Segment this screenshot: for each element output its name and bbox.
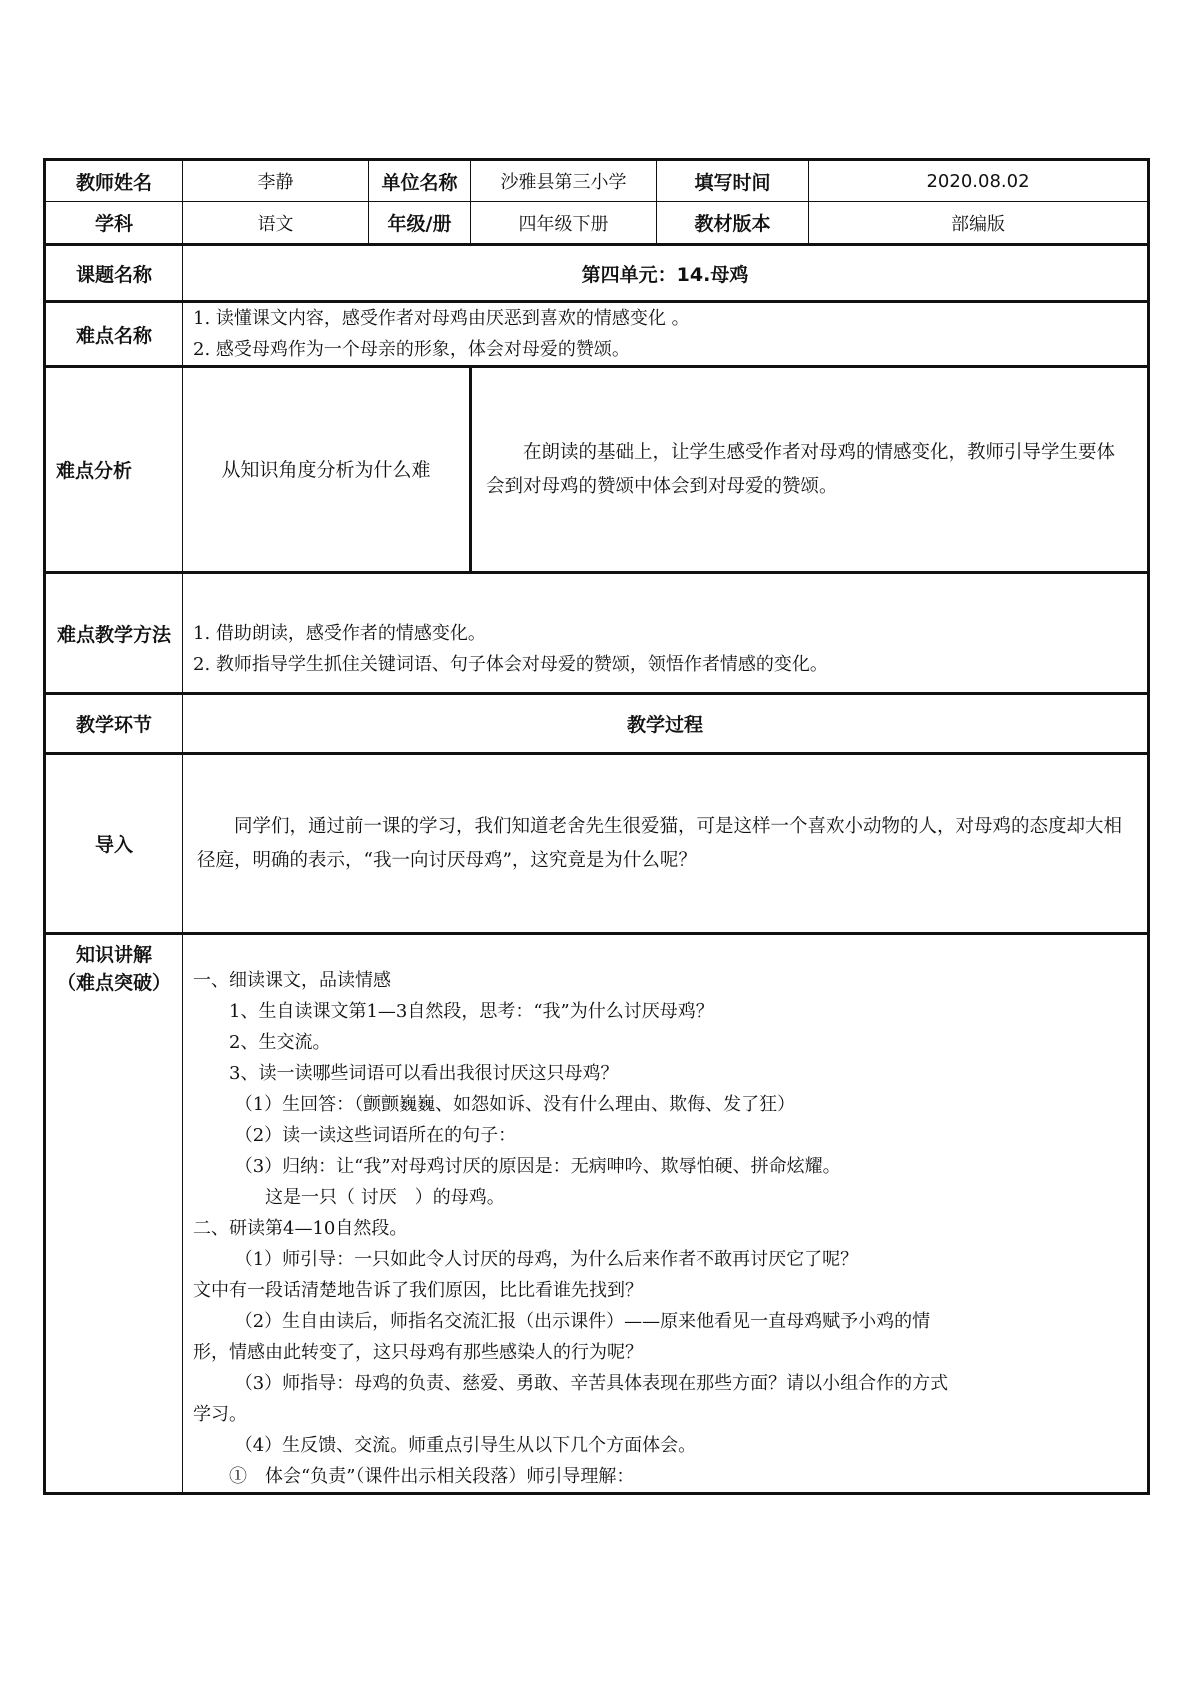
knowledge-label-line-1: 知识讲解 [75,944,152,966]
topic-row [45,245,1149,302]
intro-label: 导入 [45,754,183,934]
knowledge-label [45,934,183,1494]
knowledge-line: （2）读一读这些词语所在的句子： [193,1125,517,1146]
topic-value: 第四单元：14.母鸡 [183,245,1149,302]
header-row-1 [45,160,1149,202]
knowledge-line: 二、研读第4—10自然段。 [193,1218,408,1239]
difficulty-row [45,302,1149,367]
analysis-row [45,367,1149,573]
knowledge-line: 学习。 [193,1404,247,1425]
knowledge-line: 1、生自读课文第1—3自然段，思考：“我”为什么讨厌母鸡？ [193,1001,714,1022]
difficulty-item-1: 1. 读懂课文内容，感受作者对母鸡由厌恶到喜欢的情感变化 。 [193,308,690,329]
header-row-2 [45,202,1149,245]
method-item-2: 2. 教师指导学生抓住关键词语、句子体会对母爱的赞颂，领悟作者情感的变化。 [193,654,828,675]
process-stage-label: 教学环节 [45,694,183,754]
grade-value: 四年级下册 [471,202,657,245]
edition-label: 教材版本 [657,202,809,245]
method-label: 难点教学方法 [45,573,183,694]
teacher-name-label: 教师姓名 [45,160,183,202]
process-label: 教学过程 [183,694,1149,754]
intro-content [183,754,1149,934]
teacher-name-value: 李静 [183,160,369,202]
intro-text: 同学们，通过前一课的学习，我们知道老舍先生很爱猫，可是这样一个喜欢小动物的人，对母鸡的态度却大相径庭，明确的表示，“我一向讨厌母鸡”，这究竟是为什么呢？ [197,815,1123,871]
knowledge-line: （1）生回答：（颤颤巍巍、如怨如诉、没有什么理由、欺侮、发了狂） [193,1094,796,1115]
grade-label: 年级/册 [369,202,471,245]
intro-row [45,754,1149,934]
knowledge-line: （4）生反馈、交流。师重点引导生从以下几个方面体会。 [193,1435,697,1456]
knowledge-line: 这是一只（ 讨厌 ）的母鸡。 [193,1187,505,1208]
knowledge-row [45,934,1149,1494]
knowledge-line: （2）生自由读后，师指名交流汇报（出示课件）——原来他看见一直母鸡赋予小鸡的情 [193,1311,931,1332]
knowledge-line: （3）归纳：让“我”对母鸡讨厌的原因是：无病呻吟、欺辱怕硬、拼命炫耀。 [193,1156,841,1177]
knowledge-line: 一、细读课文，品读情感 [193,970,391,991]
topic-label: 课题名称 [45,245,183,302]
knowledge-line: 形，情感由此转变了，这只母鸡有那些感染人的行为呢？ [193,1342,643,1363]
process-header-row [45,694,1149,754]
difficulty-item-2: 2. 感受母鸡作为一个母亲的形象，体会对母爱的赞颂。 [193,339,630,360]
unit-name-label: 单位名称 [369,160,471,202]
analysis-sub-label: 从知识角度分析为什么难 [183,367,471,573]
difficulty-label: 难点名称 [45,302,183,367]
fill-date-label: 填写时间 [657,160,809,202]
difficulty-content [183,302,1149,367]
knowledge-line: （1）师引导：一只如此令人讨厌的母鸡，为什么后来作者不敢再讨厌它了呢？ [193,1249,859,1270]
lesson-plan-table [43,158,1150,1495]
edition-value: 部编版 [809,202,1149,245]
knowledge-line: （3）师指导：母鸡的负责、慈爱、勇敢、辛苦具体表现在那些方面？请以小组合作的方式 [193,1373,949,1394]
method-row [45,573,1149,694]
analysis-label: 难点分析 [45,367,183,573]
knowledge-content [183,934,1149,1494]
subject-value: 语文 [183,202,369,245]
knowledge-line: 2、生交流。 [193,1032,331,1053]
method-content [183,573,1149,694]
subject-label: 学科 [45,202,183,245]
analysis-text: 在朗读的基础上，让学生感受作者对母鸡的情感变化，教师引导学生要体会到对母鸡的赞颂中体会到对母爱的赞颂。 [486,441,1116,497]
analysis-text-cell [471,367,1149,573]
knowledge-line: 文中有一段话清楚地告诉了我们原因，比比看谁先找到？ [193,1280,643,1301]
method-item-1: 1. 借助朗读，感受作者的情感变化。 [193,623,486,644]
unit-name-value: 沙雅县第三小学 [471,160,657,202]
fill-date-value: 2020.08.02 [809,160,1149,202]
lesson-plan-table-wrapper [43,158,1147,1495]
knowledge-line: ① 体会“负责”（课件出示相关段落）师引导理解： [193,1466,635,1487]
knowledge-label-line-2: （难点突破） [56,972,171,994]
knowledge-line: 3、读一读哪些词语可以看出我很讨厌这只母鸡？ [193,1063,619,1084]
